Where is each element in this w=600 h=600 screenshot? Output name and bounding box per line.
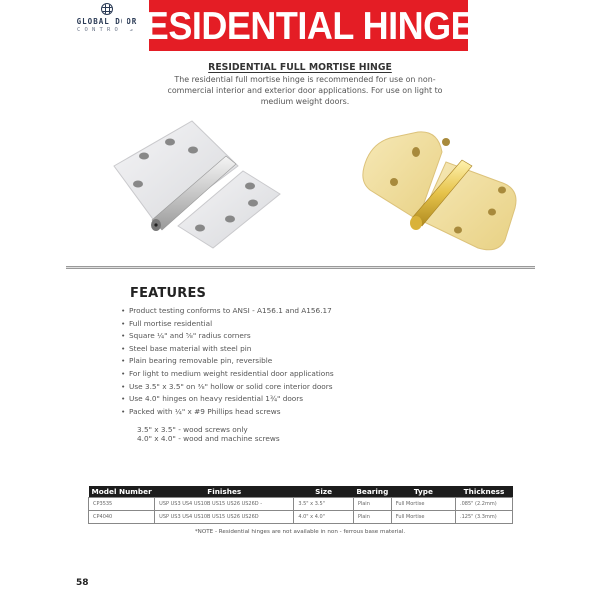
model-cell: CP3535 [89, 497, 155, 510]
brand-subname: CONTROLS [76, 27, 138, 33]
page-title: RESIDENTIAL HINGES [119, 2, 498, 48]
column-header: Type [391, 486, 455, 497]
features-list [121, 305, 334, 418]
brand-name: GLOBAL DOOR [76, 17, 138, 26]
feature-item: • Full mortise residential [121, 318, 213, 328]
column-header: Bearing [353, 486, 391, 497]
size-cell: 4.0" x 4.0" [294, 510, 354, 523]
size-cell: 3.5" x 3.5" [294, 497, 354, 510]
finishes-cell: USP US3 US4 US10B US15 US26 US26D [155, 510, 294, 523]
section-subtitle: RESIDENTIAL FULL MORTISE HINGE [208, 62, 392, 73]
screw-detail-item: 3.5" x 3.5" - wood screws only [137, 425, 248, 434]
feature-item: • Square ¼" and ⅝" radius corners [121, 331, 251, 341]
type-cell: Full Mortise [391, 497, 455, 510]
feature-item: • Product testing conforms to ANSI - A156.1 and A156.17 [121, 306, 332, 315]
model-cell: CP4040 [89, 510, 155, 523]
silver-hinge-image [108, 116, 288, 251]
column-header: Model Number [89, 486, 155, 497]
thickness-cell: .125" (3.3mm) [456, 510, 513, 523]
feature-item: • Steel base material with steel pin [121, 343, 252, 353]
thickness-cell: .085" (2.2mm) [456, 497, 513, 510]
title-banner [119, 0, 498, 51]
table-header-row [89, 486, 513, 497]
section-intro: The residential full mortise hinge is recommended for use on non-commercial interior and exterior door applications. For use on light to medium weight doors. [167, 75, 443, 106]
feature-item: • Packed with ¼" x #9 Phillips head screws [121, 406, 281, 416]
features-heading: FEATURES [130, 286, 207, 301]
table-row [89, 510, 513, 523]
screw-detail-item: 4.0" x 4.0" - wood and machine screws [137, 433, 280, 443]
feature-item: • Plain bearing removable pin, reversible [121, 356, 273, 366]
screw-details [137, 426, 280, 443]
brass-hinge-image [350, 122, 530, 257]
bearing-cell: Plain [353, 497, 391, 510]
table-row [89, 497, 513, 510]
feature-item: • Use 3.5" x 3.5" on ⅜" hollow or solid core interior doors [121, 381, 333, 391]
type-cell: Full Mortise [391, 510, 455, 523]
section-divider [66, 266, 535, 269]
footnote: *NOTE - Residential hinges are not available in non - ferrous base material. [194, 529, 406, 535]
page-number: 58 [76, 578, 89, 588]
column-header: Finishes [155, 486, 294, 497]
feature-item: • For light to medium weight residential door applications [121, 368, 334, 378]
feature-item: • Use 4.0" hinges on heavy residential 1¾" doors [121, 394, 304, 404]
spec-table [88, 486, 513, 524]
globe-icon [101, 3, 113, 15]
finishes-cell: USP US3 US4 US10B US15 US26 US26D - [155, 497, 294, 510]
bearing-cell: Plain [353, 510, 391, 523]
column-header: Size [294, 486, 354, 497]
column-header: Thickness [456, 486, 513, 497]
